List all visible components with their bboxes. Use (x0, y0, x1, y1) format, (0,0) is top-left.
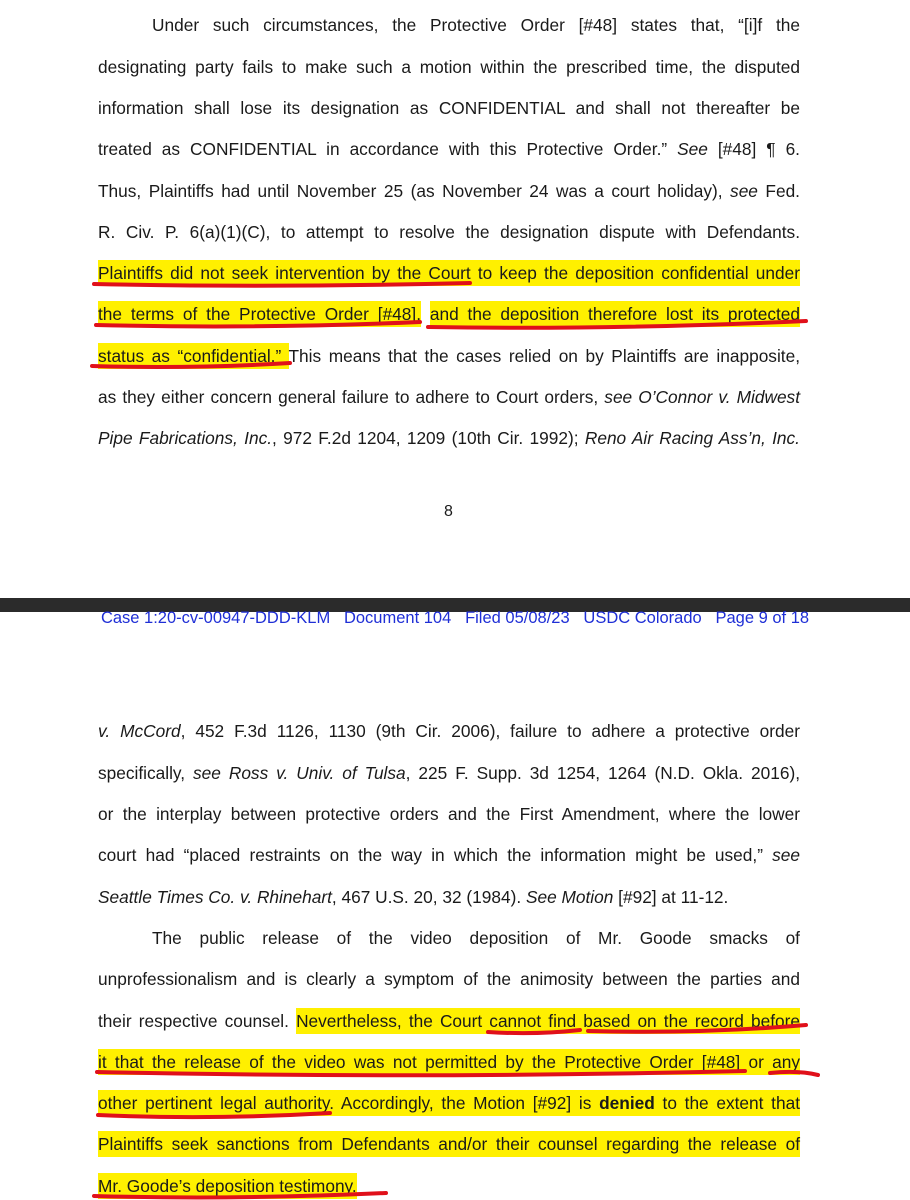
text-run: v. McCord (98, 721, 181, 741)
text-run: Under such circumstances, the Protective Order [#48] states that, “[i]f the (152, 15, 800, 35)
text-run: designating party fails to make such a motion within the prescribed time, the disputed (98, 57, 800, 77)
paragraph-line (152, 14, 800, 36)
page-8 (0, 0, 910, 598)
highlighted-text: to the extent that (655, 1090, 800, 1116)
paragraph-line (98, 138, 800, 160)
paragraph-line (98, 221, 800, 243)
paragraph-line (98, 803, 800, 825)
case-header (0, 609, 910, 628)
text-run: see Ross v. Univ. of Tulsa (193, 763, 406, 783)
paragraph-line (98, 1092, 800, 1114)
header-link-document[interactable]: Document 104 (343, 609, 452, 627)
paragraph-line (98, 1175, 800, 1197)
paragraph-line (98, 386, 800, 408)
paragraph-line (98, 1010, 800, 1032)
highlighted-text: Nevertheless, the Court cannot find based on the record before (296, 1008, 800, 1034)
text-run: as they either concern general failure to adhere to Court orders, (98, 387, 605, 407)
highlighted-text: denied (599, 1090, 655, 1116)
text-run: This means that the cases relied on by Plaintiffs are inapposite, (288, 346, 801, 366)
text-run: See Motion (525, 887, 614, 907)
paragraph-line (98, 720, 800, 742)
paragraph-line (98, 97, 800, 119)
text-run: see O’Connor v. Midwest (604, 387, 801, 407)
header-link-court[interactable]: USDC Colorado (583, 609, 702, 627)
text-run: [#92] at 11-12. (613, 887, 729, 907)
highlighted-text: it that the release of the video was not permitted by the Protective Order [#48] or any (98, 1049, 800, 1075)
highlighted-text: Plaintiffs did not seek intervention by the Court to keep the deposition confidential under (98, 260, 800, 286)
header-link-page[interactable]: Page 9 of 18 (715, 609, 810, 627)
text-run: , 467 U.S. 20, 32 (1984). (331, 887, 526, 907)
text-run: Seattle Times Co. v. Rhinehart (98, 887, 332, 907)
text-run: , 972 F.2d 1204, 1209 (10th Cir. 1992); (272, 428, 585, 448)
paragraph-line (98, 56, 800, 78)
paragraph-line (98, 180, 800, 202)
text-run: treated as CONFIDENTIAL in accordance with this Protective Order.” (98, 139, 678, 159)
text-run: see (730, 181, 758, 201)
text-run: Reno Air Racing Ass’n, Inc. (584, 428, 800, 448)
text-run: information shall lose its designation as CONFIDENTIAL and shall not thereafter be (98, 98, 800, 118)
text-run: R. Civ. P. 6(a)(1)(C), to attempt to resolve the designation dispute with Defendants. (98, 222, 800, 242)
paragraph-line (98, 427, 800, 449)
text-run: The public release of the video deposition of Mr. Goode smacks of (152, 928, 800, 948)
text-run: or the interplay between protective orders and the First Amendment, where the lower (98, 804, 800, 824)
text-run: specifically, (98, 763, 194, 783)
text-run: unprofessionalism and is clearly a symptom of the animosity between the parties and (98, 969, 800, 989)
highlighted-text: the terms of the Protective Order [#48], (98, 301, 421, 327)
highlighted-text: Plaintiffs seek sanctions from Defendants and/or their counsel regarding the release of (98, 1131, 800, 1157)
text-run: Fed. (757, 181, 800, 201)
text-run: Pipe Fabrications, Inc. (98, 428, 273, 448)
paragraph-line (98, 303, 800, 325)
text-run: See (677, 139, 708, 159)
header-link-filed[interactable]: Filed 05/08/23 (465, 609, 570, 627)
text-run: their respective counsel. (98, 1011, 297, 1031)
text-run: see (772, 845, 800, 865)
paragraph-line (98, 968, 800, 990)
paragraph-line (98, 886, 800, 908)
paragraph-line (98, 1051, 800, 1073)
text-run: court had “placed restraints on the way in which the information might be used,” (98, 845, 773, 865)
header-link-case[interactable]: Case 1:20-cv-00947-DDD-KLM (100, 609, 331, 627)
text-run: Thus, Plaintiffs had until November 25 (as November 24 was a court holiday), (98, 181, 731, 201)
paragraph-line (98, 844, 800, 866)
paragraph-line (98, 345, 800, 367)
text-run: , 225 F. Supp. 3d 1254, 1264 (N.D. Okla. 2016), (405, 763, 800, 783)
highlighted-text: Mr. Goode’s deposition testimony. (98, 1173, 357, 1199)
highlighted-text: other pertinent legal authority. Accordingly, the Motion [#92] is (98, 1090, 599, 1116)
highlighted-text: and the deposition therefore lost its protected (430, 301, 800, 327)
page-number: 8 (444, 503, 453, 520)
text-run (421, 304, 430, 324)
paragraph-line (152, 927, 800, 949)
page-9 (0, 612, 910, 1200)
highlighted-text: status as “confidential.” (98, 343, 289, 369)
paragraph-line (98, 1133, 800, 1155)
paragraph-line (98, 262, 800, 284)
paragraph-line (98, 762, 800, 784)
text-run: [#48] ¶ 6. (707, 139, 800, 159)
text-run: , 452 F.3d 1126, 1130 (9th Cir. 2006), failure to adhere a protective order (180, 721, 801, 741)
